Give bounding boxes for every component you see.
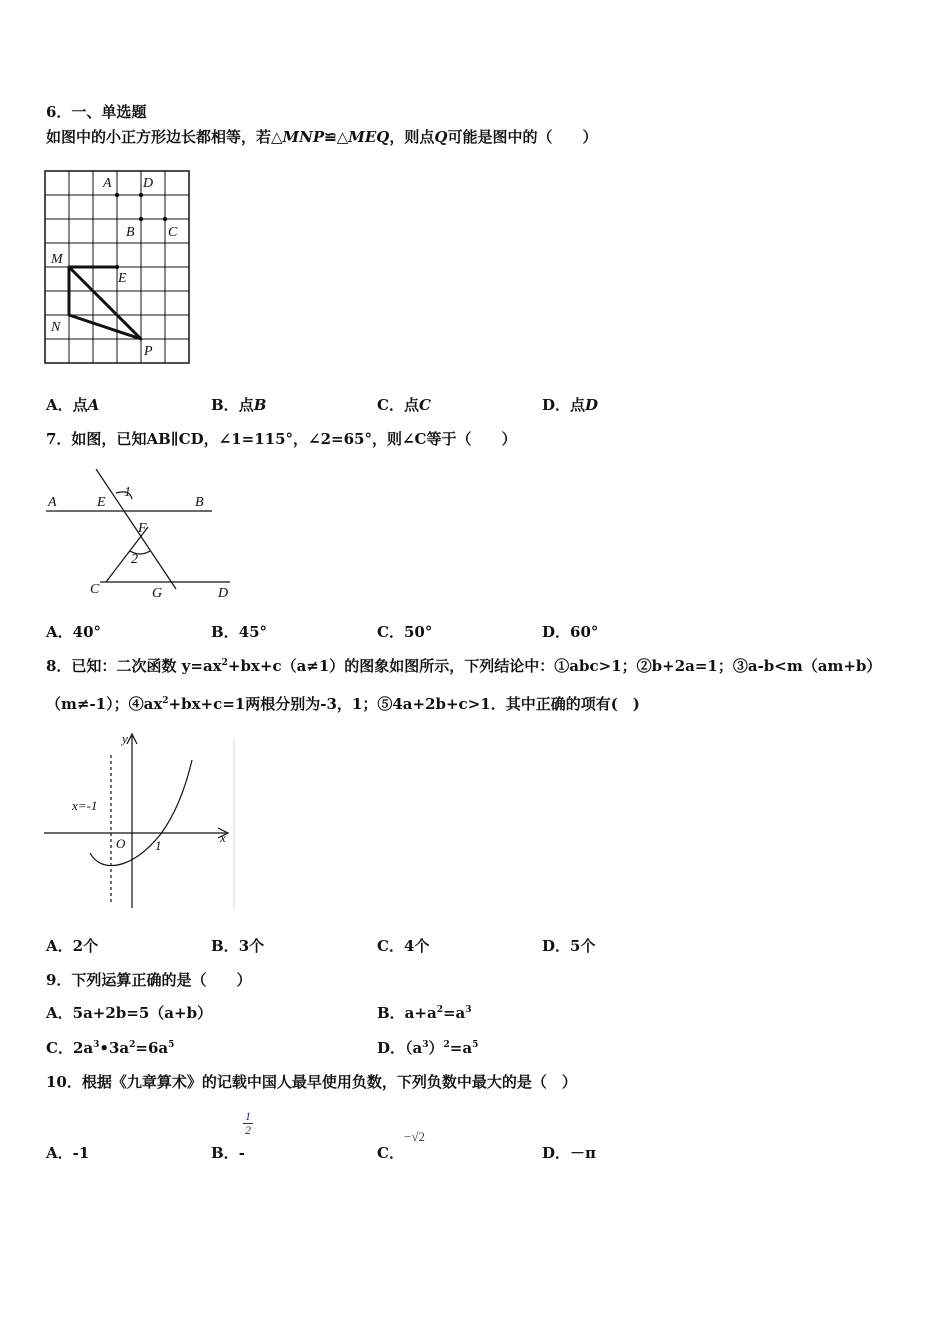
q6-header: 6．一、单选题 [46,103,147,121]
q6-option-a[interactable] [46,395,99,415]
q8-line2-exponent: 2 [162,696,169,706]
q7-option-a[interactable] [46,622,101,642]
q8-option-c-text: 4个 [403,937,430,955]
q6-grid-figure [40,165,200,375]
q8-line1-exponent: 2 [221,658,228,668]
q6-option-c-letter: C． [377,396,404,414]
q7-label-d: D [218,586,229,601]
q9-option-c[interactable] [46,1038,174,1058]
q6-label-b: B [126,225,135,240]
q8-option-a[interactable] [46,936,98,956]
q7-option-c-letter: C． [377,623,404,641]
q8-option-d-text: 5个 [570,937,596,955]
q8-option-b-letter: B． [211,937,239,955]
q7-label-b: B [195,495,204,510]
q8-line1-suffix: +bx+c（a≠1）的图象如图所示，下列结论中：①abc>1；②b+2a=1；③a-b<m（am+b） [227,657,882,675]
q8-line2-suffix: +bx+c=1两根分别为-3，1；⑤4a+2b+c>1．其中正确的项有( ) [168,695,640,713]
q6-option-a-var: A [87,396,100,414]
q8-parabola-graph [40,730,250,915]
q8-option-d[interactable] [542,936,595,956]
q6-option-b[interactable] [211,395,266,415]
q7-option-a-letter: A． [46,623,73,641]
q8-stem-line2 [46,694,640,714]
q10-option-c-letter: C． [377,1144,404,1162]
q7-option-b-letter: B． [211,623,239,641]
q9-c-mid1: •3a [99,1039,130,1057]
q9-d-prefix: D．（a [377,1039,423,1057]
q6-option-a-text: 点 [72,396,88,414]
q6-mid: ，则点 [389,128,435,146]
q6-label-e: E [118,271,127,286]
q10-option-d-text: －π [570,1144,596,1162]
q8-line1-prefix: 8．已知：二次函数 y=ax [46,657,222,675]
q9-stem: 9．下列运算正确的是（ ） [46,971,252,989]
q10-stem: 10．根据《九章算术》的记载中国人最早使用负数，下列负数中最大的是（ ） [46,1073,577,1091]
q9-c-exp1: 3 [93,1040,100,1050]
q6-stem-suffix: 可能是图中的（ ） [447,128,598,146]
q10-fraction-one-half [242,1110,254,1136]
q6-option-a-letter: A． [46,396,73,414]
q7-option-d[interactable] [542,622,598,642]
q8-stem-line1 [46,656,881,676]
q8-option-c-letter: C． [377,937,404,955]
q9-d-exp1: 3 [422,1040,429,1050]
q8-label-axis-line: x=-1 [72,798,98,813]
q7-option-c-text: 50° [403,623,433,641]
q7-option-d-text: 60° [570,623,599,641]
q9-c-exp2: 2 [129,1040,136,1050]
q9-b-mid: =a [442,1004,466,1022]
q10-option-b-letter: B． [211,1144,239,1162]
q7-label-1: 1 [124,485,131,500]
q7-label-2: 2 [131,552,138,567]
q10-frac-numerator: 1 [245,1109,251,1123]
q6-label-n: N [51,320,61,335]
q6-stem [46,127,597,147]
q9-d-exp2: 2 [443,1040,450,1050]
q10-option-b-text: - [238,1144,245,1162]
q9-b-exp1: 2 [436,1005,443,1015]
q10-option-b[interactable] [211,1143,245,1163]
q8-label-origin: O [116,836,126,851]
q6-option-d[interactable] [542,395,598,415]
q7-option-c[interactable] [377,622,432,642]
q10-option-a-text: -1 [72,1144,90,1162]
q10-frac-denominator: 2 [245,1123,251,1137]
q7-parallel-lines-figure [40,465,240,605]
q6-label-m: M [51,252,63,267]
q8-option-d-letter: D． [542,937,571,955]
q7-label-a: A [48,495,57,510]
q8-label-1: 1 [155,838,162,853]
q8-line2-prefix: （m≠-1）；④ax [46,695,163,713]
q6-label-a: A [103,176,112,191]
q6-option-b-var: B [253,396,267,414]
q6-label-c: C [168,225,178,240]
q9-c-prefix: C．2a [46,1039,94,1057]
q6-option-b-letter: B． [211,396,239,414]
q6-mnp: MNP [282,128,325,146]
q9-c-exp3: 5 [168,1040,175,1050]
q7-stem: 7．如图，已知AB∥CD，∠1=115°，∠2=65°，则∠C等于（ ） [46,430,517,448]
q8-option-a-letter: A． [46,937,73,955]
q10-option-a[interactable] [46,1143,89,1163]
q8-label-y: y [122,731,128,746]
q9-d-exp3: 5 [472,1040,479,1050]
q9-d-mid: ） [428,1039,444,1057]
q7-option-a-text: 40° [72,623,102,641]
q9-d-mid2: =a [449,1039,473,1057]
q9-b-prefix: B．a+a [377,1004,437,1022]
q6-label-p: P [144,344,153,359]
q6-option-d-var: D [585,396,599,414]
q7-label-c: C [90,582,100,597]
q6-option-b-text: 点 [238,396,254,414]
q7-label-g: G [152,586,163,601]
q6-option-c-var: C [418,396,431,414]
q6-option-c-text: 点 [403,396,419,414]
q6-option-c[interactable] [377,395,431,415]
q8-option-a-text: 2个 [72,937,99,955]
q9-option-b[interactable] [377,1003,472,1023]
q6-stem-prefix: 如图中的小正方形边长都相等，若△ [46,128,283,146]
q7-option-d-letter: D． [542,623,571,641]
q6-q: Q [434,128,448,146]
q9-b-exp2: 3 [465,1005,472,1015]
q7-label-e: E [97,495,106,510]
q6-cong: ≌△ [324,128,349,146]
q6-label-d: D [143,176,154,191]
q8-option-c[interactable] [377,936,429,956]
q9-option-a[interactable]: A．5a+2b=5（a+b） [46,1004,213,1022]
q7-option-b-text: 45° [238,623,268,641]
q6-option-d-text: 点 [570,396,586,414]
q6-option-d-letter: D． [542,396,571,414]
q10-option-c[interactable] [377,1143,404,1163]
q10-neg-sqrt2: −√2 [404,1129,425,1144]
q9-option-d[interactable] [377,1038,478,1058]
q7-option-b[interactable] [211,622,267,642]
q8-label-x: x [220,830,226,845]
q8-option-b[interactable] [211,936,264,956]
q10-option-d-letter: D． [542,1144,571,1162]
q7-label-f: F [138,521,147,536]
q10-option-a-letter: A． [46,1144,73,1162]
q9-c-mid2: =6a [135,1039,169,1057]
q10-option-d[interactable] [542,1143,596,1163]
q6-meq: MEQ [348,128,390,146]
q8-option-b-text: 3个 [238,937,265,955]
